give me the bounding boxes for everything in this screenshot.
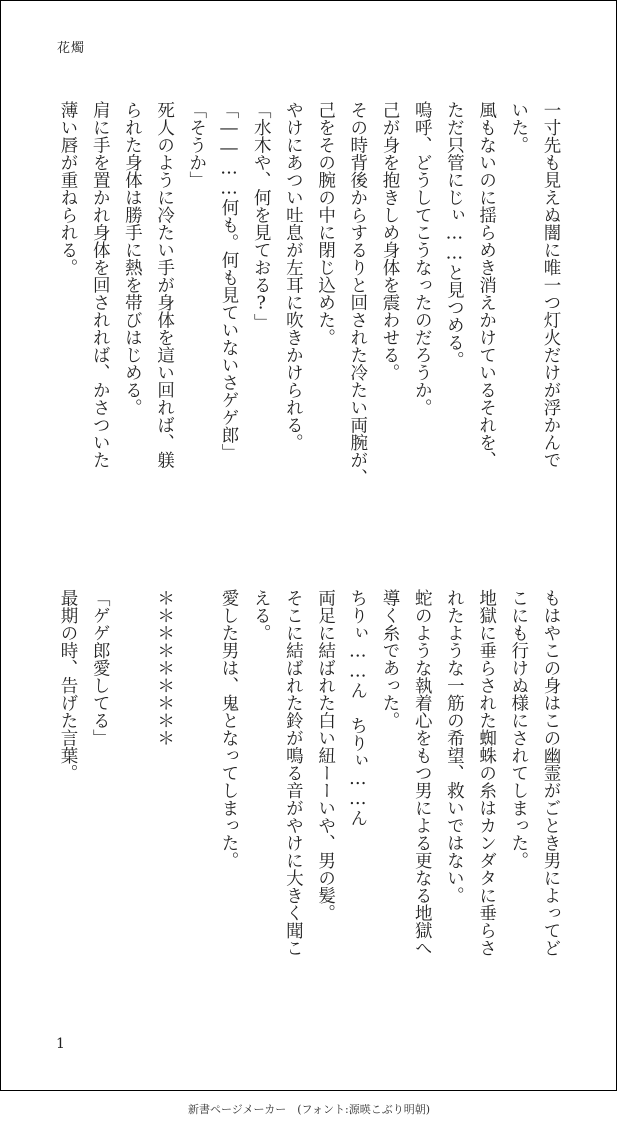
text-column: ＊＊＊＊＊＊＊＊＊: [154, 589, 175, 747]
text-column: 「そうか」: [186, 101, 207, 189]
text-column: 蛇のような執着心をもつ男による更なる地獄へ: [412, 589, 433, 957]
text-column: 「水木や、何を見ておる?」: [251, 101, 272, 331]
text-column: 一寸先も見えぬ闇に唯一つ灯火だけが浮かんで: [541, 101, 561, 469]
text-column: 嗚呼、どうしてこうなったのだろうか。: [412, 101, 433, 416]
text-column: える。: [251, 589, 272, 642]
text-column: 地獄に垂らされた蜘蛛の糸はカンダタに垂らさ: [476, 589, 497, 957]
text-column: 「ゲゲ郎愛してる」: [90, 589, 111, 747]
text-column: 己をその腕の中に閉じ込めた。: [315, 101, 336, 346]
text-column: いた。: [508, 101, 529, 154]
text-column: もはやこの身はこの幽霊がごとき男によってど: [541, 589, 561, 957]
text-column: そこに結ばれた鈴が鳴る音がやけに大きく聞こ: [283, 589, 304, 957]
text-column: 死人のように冷たい手が身体を這い回れば、躾: [154, 101, 175, 469]
text-column: 薄い唇が重ねられる。: [58, 101, 78, 276]
text-column: 愛した男は、鬼となってしまった。: [219, 589, 239, 869]
page-title: 花燭: [57, 41, 86, 56]
text-column: 最期の時、告げた言葉。: [58, 589, 78, 782]
text-column: ただ只管にじぃ……と見つめる。: [444, 101, 465, 369]
text-column: その時背後からするりと回された冷たい両腕が、: [347, 101, 368, 486]
footer-credit: 新書ページメーカー (フォント:源暎こぶり明朝): [188, 1103, 430, 1116]
text-column: ちりぃ……ん ちりぃ……ん: [347, 589, 368, 827]
text-column: やけにあつい吐息が左耳に吹きかけられる。: [283, 101, 304, 451]
text-column: 風もないのに揺らめき消えかけているそれを、: [476, 101, 497, 469]
text-column: れたような一筋の希望、救いではない。: [444, 589, 465, 904]
text-column: こにも行けぬ様にされてしまった。: [508, 589, 529, 869]
text-column: 両足に結ばれた白い紐ーーいや、男の髪。: [315, 589, 336, 922]
text-column: 導く糸であった。: [380, 589, 400, 729]
page-number: 1: [56, 1036, 65, 1052]
text-column: 己が身を抱きしめ身体を震わせる。: [380, 101, 400, 381]
text-column: 肩に手を置かれ身体を回されれば、かさついた: [90, 101, 111, 469]
text-column: られた身体は勝手に熱を帯びはじめる。: [122, 101, 143, 416]
text-column: 「――……何も。何も見ていないさゲゲ郎」: [219, 101, 239, 461]
